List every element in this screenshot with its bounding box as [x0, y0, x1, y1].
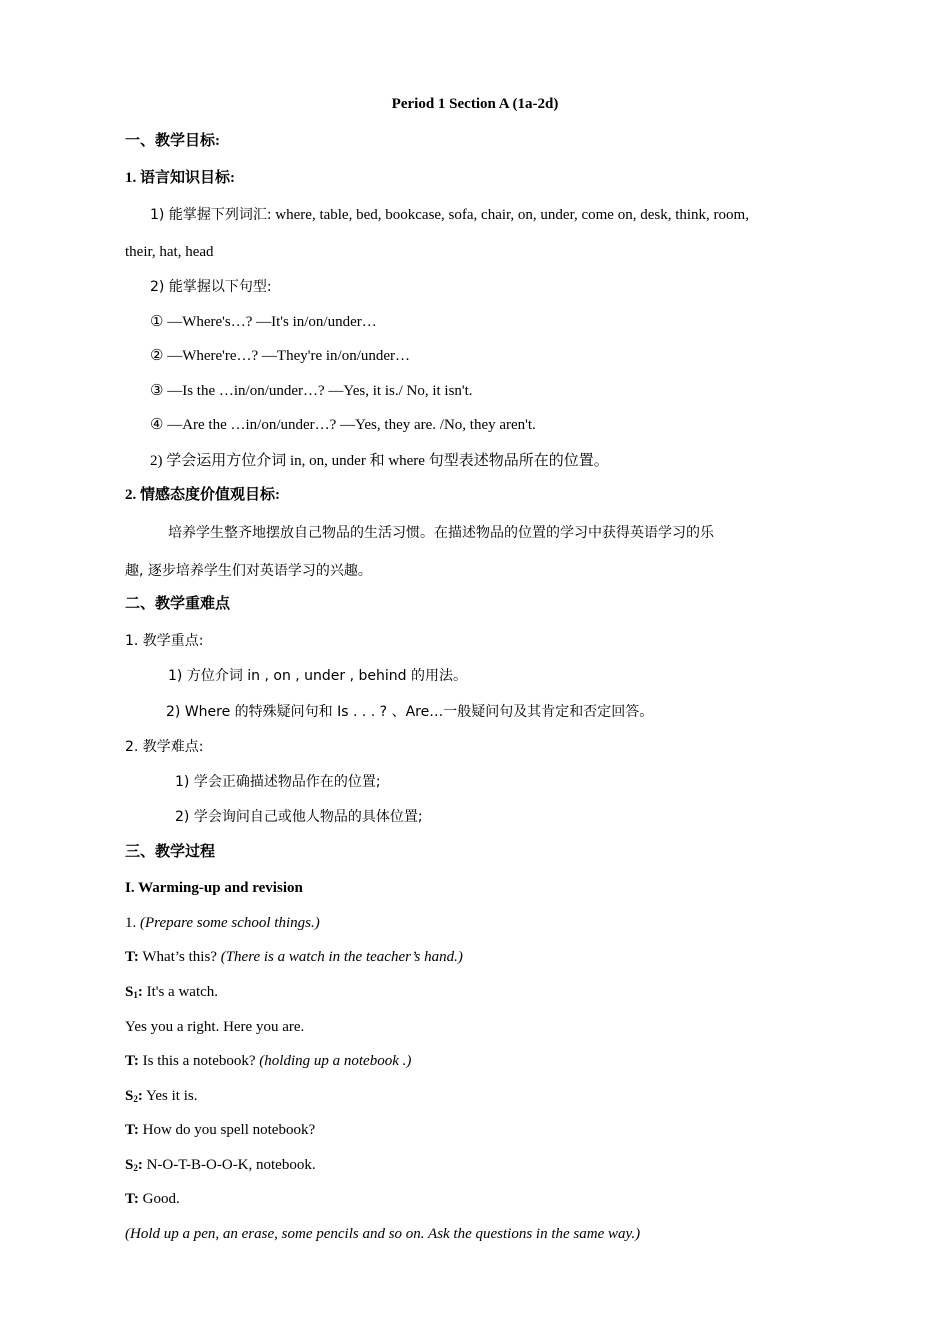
- vocab-continuation: their, hat, head: [125, 244, 214, 260]
- dialogue-text: N-O-T-B-O-O-K, notebook.: [146, 1157, 316, 1173]
- stage-direction: (holding up a notebook .): [259, 1053, 412, 1069]
- dialogue-text: Is this a notebook?: [142, 1053, 256, 1069]
- speaker-label: T:: [125, 1122, 139, 1138]
- pattern-3: ③ —Is the …in/on/under…? —Yes, it is./ No, it isn't.: [150, 383, 473, 399]
- dialogue-line: [125, 1120, 315, 1140]
- dialogue-line: [125, 947, 463, 967]
- attitude-line-1: 培养学生整齐地摆放自己物品的生活习惯。在描述物品的位置的学习中获得英语学习的乐: [168, 525, 714, 541]
- pattern-1: ① —Where's…? —It's in/on/under…: [150, 314, 377, 330]
- dialogue-text: Good.: [142, 1191, 180, 1207]
- key-points-label: 1. 教学重点:: [125, 633, 204, 649]
- difficult-point-1: 1) 学会正确描述物品作在的位置;: [175, 774, 381, 790]
- dialogue-line: [125, 1086, 197, 1109]
- stage-direction: (Hold up a pen, an erase, some pencils and so on. Ask the questions in the same way.): [125, 1226, 641, 1242]
- speaker-label: $S_2$:: [125, 1088, 143, 1104]
- difficult-point-2: 2) 学会询问自己或他人物品的具体位置;: [175, 809, 423, 825]
- page-title: Period 1 Section A (1a-2d): [391, 96, 559, 112]
- subheading-language-knowledge: 1. 语言知识目标:: [125, 170, 235, 186]
- section-heading-process: 三、教学过程: [125, 844, 216, 860]
- step-1: [125, 913, 320, 933]
- dialogue-line: [125, 1155, 316, 1178]
- dialogue-text: Yes it is.: [146, 1088, 198, 1104]
- speaker-label: T:: [125, 1191, 139, 1207]
- dialogue-line: [125, 1189, 180, 1209]
- section-heading-key-points: 二、教学重难点: [125, 596, 231, 612]
- attitude-line-2: 趣, 逐步培养学生们对英语学习的兴趣。: [125, 563, 372, 579]
- dialogue-line: [125, 982, 218, 1005]
- stage-direction: (There is a watch in the teacher’s hand.): [220, 949, 463, 965]
- key-point-1: 1) 方位介词 in , on , under , behind 的用法。: [168, 668, 467, 684]
- step-instruction: (Prepare some school things.): [140, 915, 320, 931]
- dialogue-line: Yes you a right. Here you are.: [125, 1019, 305, 1035]
- step-number: 1.: [125, 915, 137, 931]
- speaker-label: $S_2$:: [125, 1157, 143, 1173]
- vocab-line: [150, 205, 749, 225]
- speaker-label: $S_1$:: [125, 984, 143, 1000]
- pattern-usage: 2) 学会运用方位介词 in, on, under 和 where 句型表述物品所在的位置。: [150, 453, 609, 469]
- difficult-points-label: 2. 教学难点:: [125, 739, 204, 755]
- speaker-label: T:: [125, 1053, 139, 1069]
- subheading-attitude: 2. 情感态度价值观目标:: [125, 487, 280, 503]
- dialogue-text: How do you spell notebook?: [142, 1122, 316, 1138]
- dialogue-line: [125, 1051, 411, 1071]
- vocab-list: where, table, bed, bookcase, sofa, chair, on, under, come on, desk, think, room,: [275, 207, 749, 223]
- part-heading-warming-up: I. Warming-up and revision: [125, 880, 303, 896]
- pattern-4: ④ —Are the …in/on/under…? —Yes, they are. /No, they aren't.: [150, 417, 536, 433]
- dialogue-text: What’s this?: [142, 949, 217, 965]
- speaker-label: T:: [125, 949, 139, 965]
- key-point-2: 2) Where 的特殊疑问句和 Is . . . ? 、Are…一般疑问句及其肯定和否定回答。: [166, 704, 654, 720]
- section-heading-objectives: 一、教学目标:: [125, 133, 220, 149]
- dialogue-text: It's a watch.: [146, 984, 219, 1000]
- vocab-intro: 1) 能掌握下列词汇:: [150, 207, 272, 223]
- pattern-2: ② —Where're…? —They're in/on/under…: [150, 348, 411, 364]
- patterns-intro: 2) 能掌握以下句型:: [150, 279, 272, 295]
